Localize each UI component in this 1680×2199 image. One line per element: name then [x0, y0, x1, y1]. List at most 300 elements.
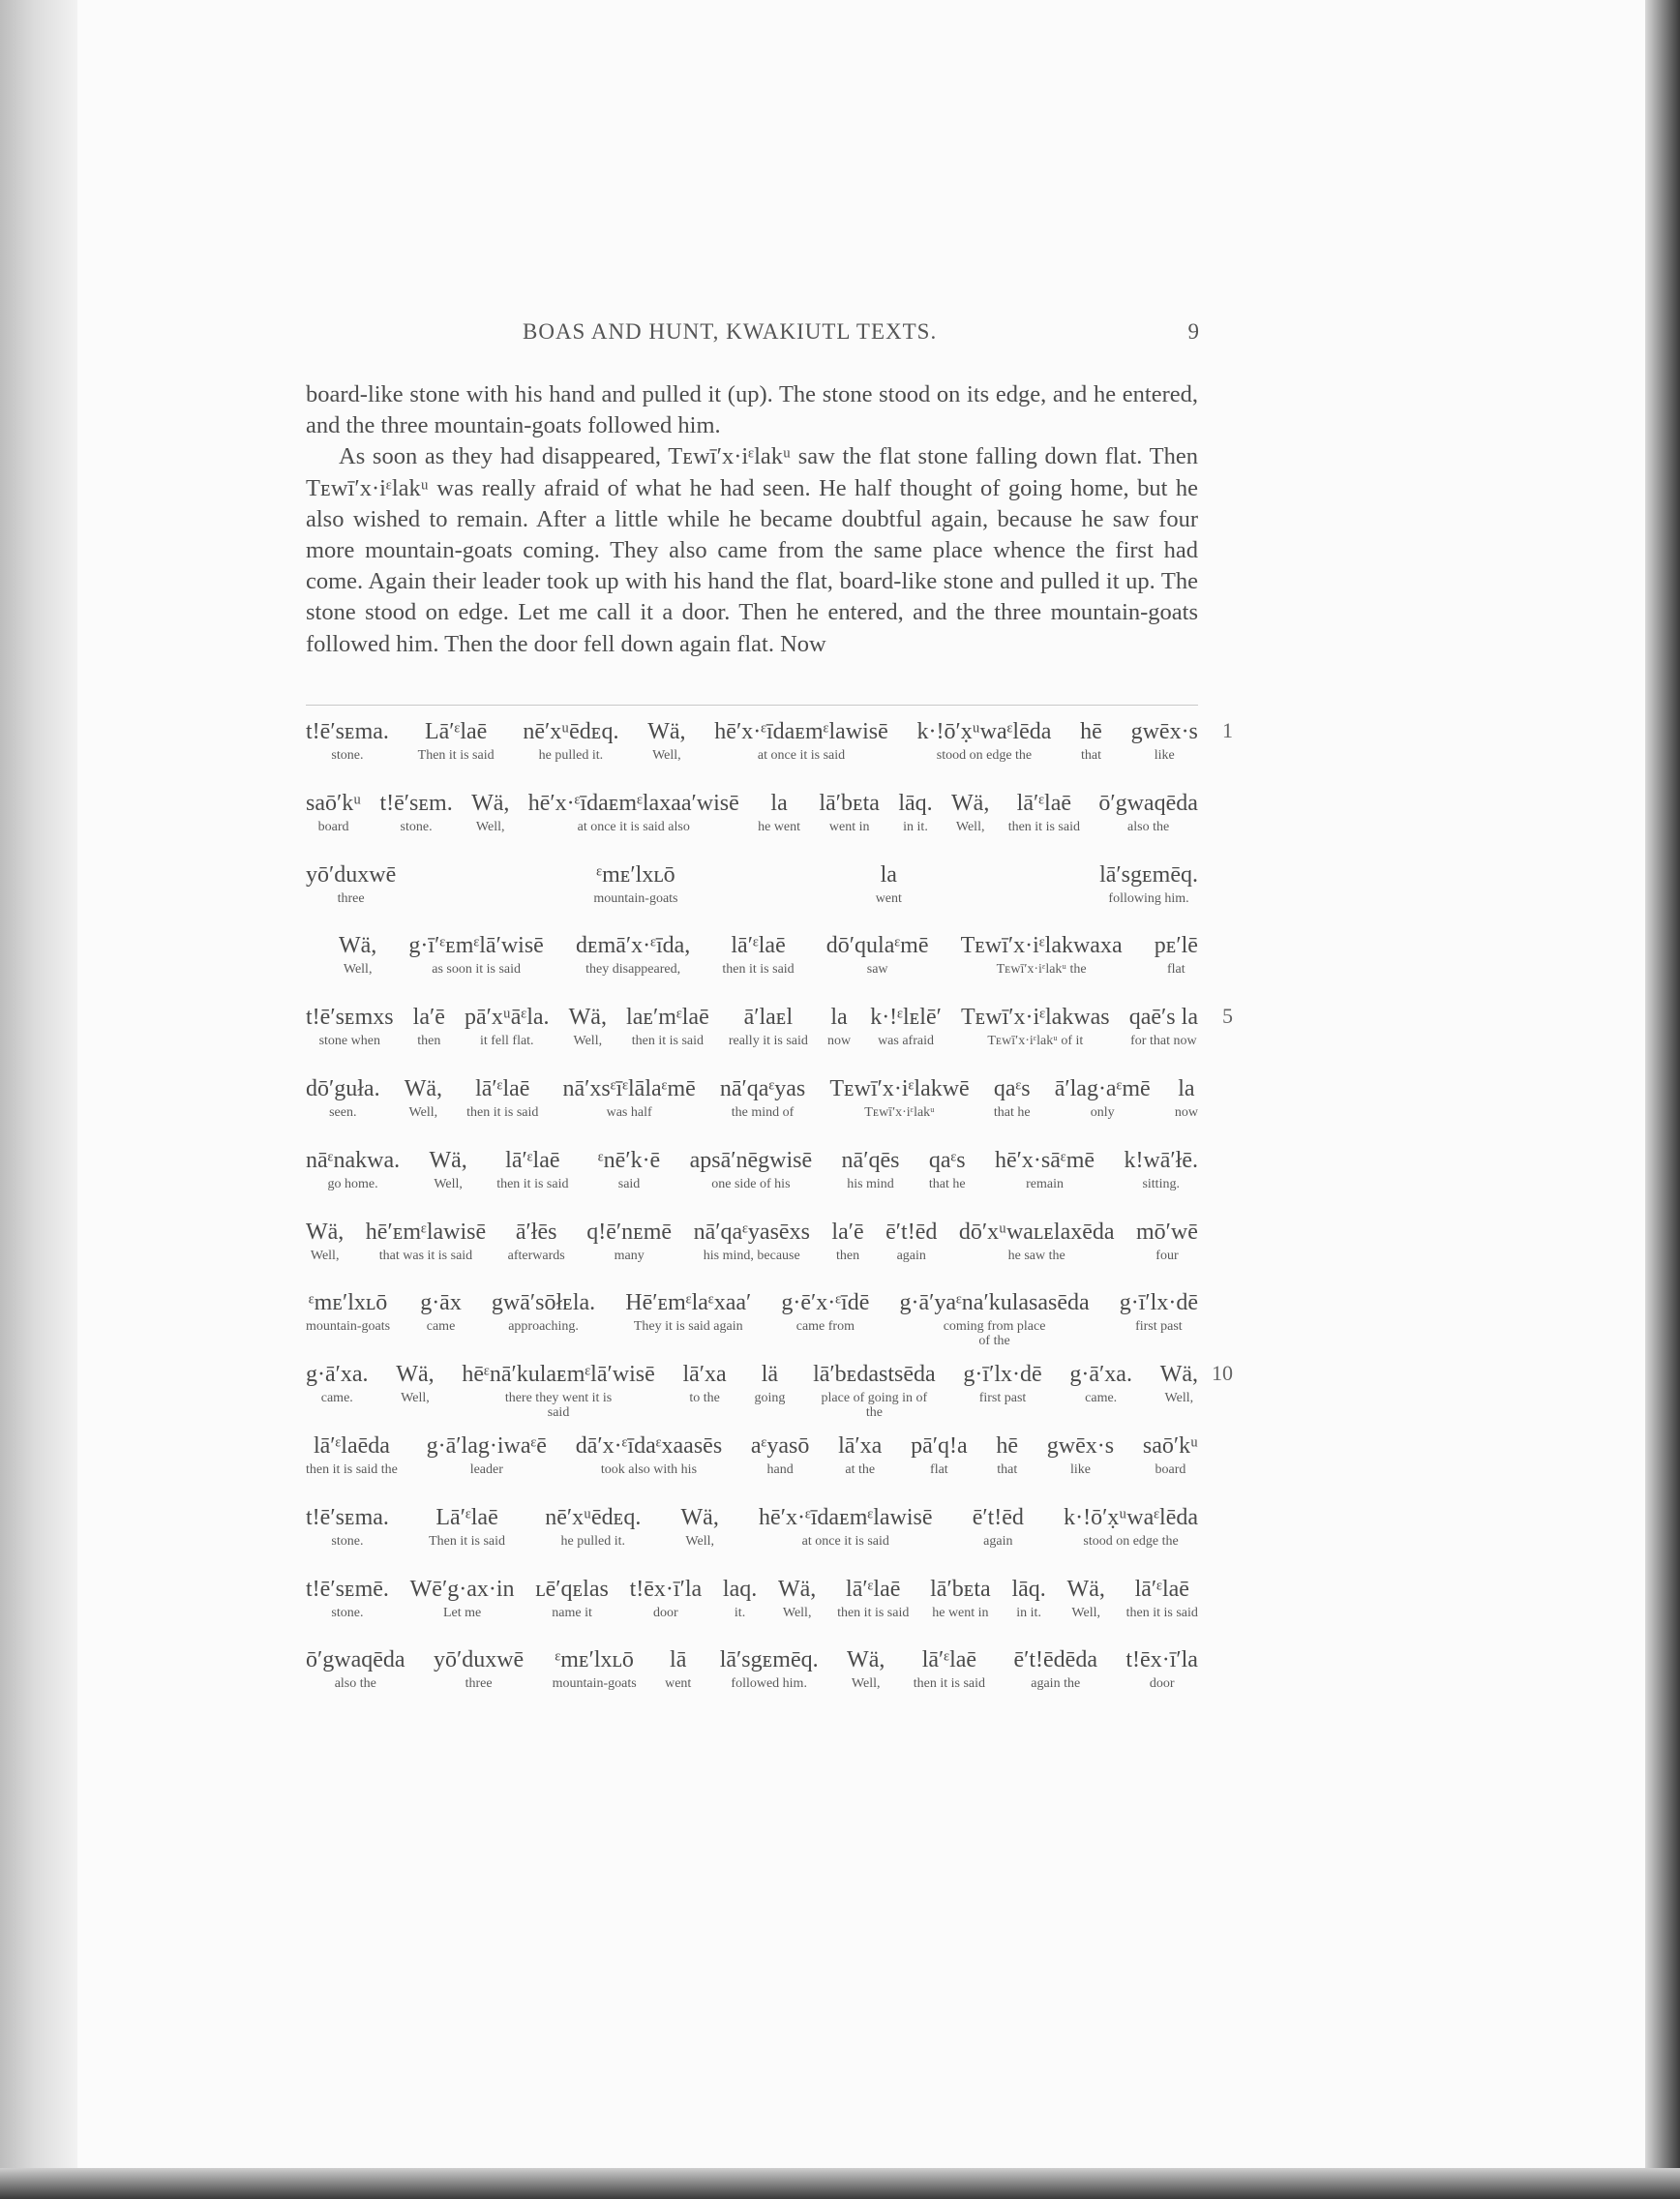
english-gloss: mountain-goats — [593, 890, 678, 906]
word-group — [714, 718, 887, 763]
english-gloss: many — [614, 1248, 645, 1263]
kwakiutl-word: yō′duxwē — [306, 861, 397, 888]
english-gloss: it fell flat. — [479, 1034, 534, 1049]
kwakiutl-word: qaᵋs — [928, 1147, 966, 1173]
word-group — [306, 1432, 398, 1477]
kwakiutl-word: lā′ᵋlaē — [1016, 790, 1071, 816]
word-group — [751, 1432, 809, 1477]
kwakiutl-word: k·!ᵋlᴇlē′ — [870, 1005, 942, 1031]
kwakiutl-word: g·ā′yaᵋna′kulasasēda — [899, 1290, 1090, 1316]
kwakiutl-word: t!ē′sᴇm. — [379, 790, 453, 816]
word-group — [973, 1504, 1024, 1549]
interlinear-line — [306, 1576, 1198, 1647]
english-gloss: first past — [1135, 1319, 1183, 1335]
english-gloss: came. — [320, 1391, 353, 1406]
kwakiutl-word: lä — [761, 1362, 779, 1388]
kwakiutl-word: lā — [670, 1647, 687, 1673]
kwakiutl-word: nē′xᵘēdᴇq. — [523, 719, 619, 744]
english-gloss: going — [754, 1391, 786, 1406]
word-group — [1067, 1576, 1105, 1620]
english-gloss: took also with his — [600, 1461, 698, 1477]
english-gloss: now — [1174, 1104, 1198, 1120]
kwakiutl-word: Wä, — [951, 790, 990, 816]
word-group — [418, 718, 495, 763]
word-group — [826, 932, 929, 977]
english-gloss: then it is said — [631, 1034, 705, 1049]
page-bottom-edge — [0, 2168, 1680, 2199]
english-gloss: stone. — [331, 1605, 364, 1620]
english-gloss: Well, — [1164, 1391, 1194, 1406]
word-group — [1120, 1289, 1198, 1334]
kwakiutl-word: ē′t!ēd — [972, 1504, 1024, 1530]
word-group — [1047, 1432, 1114, 1477]
word-group — [462, 1361, 654, 1420]
word-group — [1124, 1147, 1198, 1191]
english-gloss: stone when — [318, 1034, 380, 1049]
word-group — [870, 1004, 942, 1048]
word-group — [682, 1361, 726, 1405]
kwakiutl-word: t!ē′sᴇmē. — [306, 1576, 389, 1602]
kwakiutl-word: k·!ō′x̣ᵘwaᵋlēda — [916, 719, 1052, 744]
english-gloss: came — [426, 1319, 456, 1335]
english-gloss: at once it is said — [801, 1533, 889, 1549]
kwakiutl-word: k·!ō′x̣ᵘwaᵋlēda — [1064, 1504, 1198, 1530]
english-gloss: only — [1090, 1104, 1115, 1120]
word-group — [306, 1147, 400, 1191]
kwakiutl-word: t!ē′sᴇma. — [306, 1504, 389, 1530]
kwakiutl-word: g·ī′lx·dē — [1119, 1290, 1198, 1316]
word-group — [951, 790, 989, 834]
word-group — [778, 1576, 816, 1620]
english-gloss: came. — [1085, 1391, 1118, 1406]
english-gloss: board — [317, 819, 349, 834]
interlinear-line — [306, 1504, 1198, 1576]
english-gloss: was half — [606, 1104, 652, 1120]
english-gloss: board — [1155, 1461, 1186, 1477]
english-gloss: Let me — [442, 1605, 482, 1620]
word-group — [427, 1432, 547, 1477]
english-gloss: to the — [689, 1391, 720, 1406]
word-group — [429, 1147, 466, 1191]
english-gloss: followed him. — [731, 1676, 807, 1692]
kwakiutl-word: Wä, — [568, 1005, 607, 1031]
word-group — [1125, 1646, 1198, 1691]
word-group — [963, 1361, 1041, 1405]
english-gloss: Tᴇwī′x·iᵋlakᵘ of it — [987, 1034, 1084, 1049]
kwakiutl-word: saō′kᵘ — [1142, 1432, 1198, 1459]
english-gloss: at once it is said — [757, 748, 846, 763]
word-group — [1175, 1075, 1198, 1120]
english-gloss: three — [337, 890, 365, 906]
kwakiutl-word: hē — [1080, 719, 1102, 744]
line-number: 5 — [1222, 1004, 1233, 1029]
english-gloss: then it is said — [722, 962, 795, 978]
kwakiutl-word: qaē′s la — [1128, 1005, 1198, 1031]
kwakiutl-word: lā′bᴇta — [930, 1576, 991, 1602]
word-group — [576, 932, 690, 977]
word-group — [899, 1289, 1089, 1348]
english-gloss: coming from place of the — [943, 1319, 1046, 1349]
english-gloss: at the — [845, 1461, 876, 1477]
kwakiutl-word: lāq. — [1011, 1576, 1046, 1602]
kwakiutl-word: k!wā′łē. — [1124, 1147, 1198, 1173]
kwakiutl-word: g·ā′xa. — [1069, 1362, 1132, 1388]
english-gloss: then it is said — [913, 1676, 986, 1692]
word-group — [569, 1004, 607, 1048]
word-group — [626, 1004, 709, 1048]
kwakiutl-word: g·ā′lag·iwaᵋē — [426, 1432, 547, 1459]
english-gloss: again — [983, 1533, 1013, 1549]
kwakiutl-word: hēᵋnā′kulaᴇmᵋlā′wisē — [462, 1362, 655, 1388]
kwakiutl-word: nā′qēs — [841, 1147, 900, 1173]
english-gloss: door — [1149, 1676, 1175, 1692]
kwakiutl-word: ᵋmᴇ′lxʟō — [555, 1647, 634, 1673]
word-group — [593, 861, 677, 906]
kwakiutl-word: la′ē — [831, 1219, 864, 1245]
interlinear-line — [306, 1075, 1198, 1147]
interlinear-line — [306, 1147, 1198, 1219]
word-group — [553, 1646, 637, 1691]
kwakiutl-word: g·ē′x·ᵋīdē — [781, 1290, 870, 1316]
kwakiutl-word: gwēx·s — [1130, 719, 1198, 744]
word-group — [720, 1646, 819, 1691]
english-gloss: afterwards — [507, 1248, 565, 1263]
kwakiutl-word: apsā′nēgwisē — [689, 1147, 813, 1173]
english-gloss: there they went it is said — [504, 1391, 613, 1421]
word-group — [959, 1219, 1115, 1263]
english-gloss: now — [826, 1034, 852, 1049]
word-group — [758, 790, 800, 834]
kwakiutl-word: ā′laᴇl — [743, 1005, 794, 1031]
english-gloss: Tᴇwī′x·iᵋlakᵘ — [864, 1104, 935, 1120]
word-group — [876, 861, 902, 906]
word-group — [339, 932, 376, 977]
word-group — [434, 1646, 524, 1691]
english-gloss: Well, — [408, 1104, 438, 1120]
word-group — [366, 1219, 486, 1263]
kwakiutl-word: t!ē′sᴇmxs — [306, 1005, 394, 1031]
interlinear-line — [306, 1646, 1198, 1718]
line-number: 10 — [1212, 1361, 1233, 1386]
kwakiutl-word: la′ē — [412, 1005, 445, 1031]
kwakiutl-word: yō′duxwē — [433, 1647, 525, 1673]
kwakiutl-word: Tᴇwī′x·iᵋlakwas — [960, 1005, 1110, 1031]
kwakiutl-word: gwēx·s — [1046, 1432, 1115, 1459]
english-gloss: Well, — [343, 962, 373, 978]
kwakiutl-word: Wä, — [680, 1504, 719, 1530]
word-group — [723, 1576, 757, 1620]
running-head-title: BOAS AND HUNT, KWAKIUTL TEXTS. — [523, 319, 938, 344]
english-gloss: three — [465, 1676, 493, 1692]
word-group — [306, 1004, 394, 1048]
word-group — [1099, 861, 1198, 906]
interlinear-line — [306, 861, 1198, 933]
kwakiutl-word: dō′qulaᵋmē — [825, 933, 929, 959]
word-group — [306, 1646, 405, 1691]
english-gloss: stone. — [331, 748, 364, 763]
word-group — [306, 861, 396, 906]
english-gloss: that — [1080, 748, 1101, 763]
english-gloss: place of going in of the — [821, 1391, 928, 1421]
word-group — [535, 1576, 609, 1620]
word-group — [306, 1289, 390, 1334]
word-group — [995, 1147, 1095, 1191]
book-spine-shadow — [0, 0, 77, 2168]
english-gloss: he pulled it. — [538, 748, 604, 763]
english-gloss: Well, — [475, 819, 505, 834]
kwakiutl-word: lā′bᴇdastsēda — [813, 1362, 936, 1388]
english-gloss: stood on edge the — [936, 748, 1033, 763]
kwakiutl-word: gwā′sōłᴇla. — [491, 1290, 596, 1316]
word-group — [586, 1219, 672, 1263]
kwakiutl-word: nā′qaᵋyasēxs — [693, 1219, 810, 1245]
kwakiutl-word: laq. — [722, 1576, 758, 1602]
english-gloss: in it. — [903, 819, 928, 834]
word-group — [1055, 1075, 1151, 1120]
word-group — [1064, 1504, 1198, 1549]
word-group — [831, 1219, 863, 1263]
kwakiutl-word: g·ī′lx·dē — [963, 1362, 1042, 1388]
english-gloss: name it — [552, 1605, 592, 1620]
kwakiutl-word: saō′kᵘ — [306, 790, 362, 816]
word-group — [523, 718, 618, 763]
word-group — [961, 1004, 1110, 1048]
interlinear-line — [306, 1219, 1198, 1290]
kwakiutl-word: Tᴇwī′x·iᵋlakwē — [829, 1075, 970, 1101]
word-group — [405, 1075, 442, 1120]
word-group — [1008, 790, 1080, 834]
word-group — [754, 1361, 785, 1405]
kwakiutl-word: Wä, — [404, 1075, 442, 1101]
kwakiutl-word: la — [770, 790, 788, 816]
english-gloss: hand — [766, 1461, 794, 1477]
word-group — [847, 1646, 885, 1691]
kwakiutl-word: pᴇ′lē — [1154, 933, 1198, 959]
kwakiutl-word: pā′xᵘāᵋla. — [465, 1005, 550, 1031]
word-group — [413, 1004, 445, 1048]
english-gloss: Well, — [434, 1176, 463, 1191]
kwakiutl-word: la — [1178, 1075, 1195, 1101]
english-gloss: said — [617, 1176, 641, 1191]
kwakiutl-word: lā′sgᴇmēq. — [719, 1647, 819, 1673]
english-gloss: Well, — [401, 1391, 430, 1406]
english-gloss: then it is said — [1125, 1605, 1198, 1620]
kwakiutl-word: hē′x·ᵋīdaᴇmᵋlawisē — [759, 1504, 933, 1530]
kwakiutl-word: Wä, — [396, 1362, 435, 1388]
kwakiutl-word: nā′xsᵋīᵋlālaᵋmē — [562, 1075, 696, 1101]
word-group — [306, 1504, 389, 1549]
kwakiutl-word: Wä, — [647, 719, 686, 744]
word-group — [429, 1504, 505, 1549]
english-gloss: Well, — [685, 1533, 714, 1549]
kwakiutl-word: ō′gwaqēda — [1098, 790, 1198, 816]
english-gloss: that was it is said — [378, 1248, 473, 1263]
english-gloss: mountain-goats — [552, 1676, 637, 1692]
word-group — [681, 1504, 719, 1549]
word-group — [1160, 1361, 1198, 1405]
kwakiutl-word: ā′lag·aᵋmē — [1054, 1075, 1151, 1101]
english-gloss: then it is said — [1007, 819, 1080, 834]
english-gloss: Well, — [1071, 1605, 1100, 1620]
word-group — [813, 1361, 936, 1420]
kwakiutl-word: ō′gwaqēda — [306, 1647, 405, 1673]
word-group — [694, 1219, 810, 1263]
kwakiutl-word: hē′x·ᵋīdaᴇmᵋlawisē — [714, 719, 888, 744]
kwakiutl-word: Wä, — [306, 1219, 345, 1245]
kwakiutl-word: la — [830, 1005, 848, 1031]
english-gloss: it. — [734, 1605, 746, 1620]
kwakiutl-word: mō′wē — [1136, 1219, 1198, 1245]
translation-paragraph: As soon as they had disappeared, Tᴇwī′x·iᵋlakᵘ saw the flat stone falling down flat. Then Tᴇwī′x·iᵋlakᵘ was really afraid of what he had seen. He half thought of going home, but he also wished to remain. After a little while he became doubtful again, because he saw four more mountain-goats coming. They also came from the same place whence the first had come. Again their leader took up with his hand the flat, board-like stone and pulled it up. The stone stood on edge. Let me call it a door. Then he entered, and the three mountain-goats followed him. Then the door fell down again flat. Now — [306, 443, 1198, 657]
word-group — [1136, 1219, 1198, 1263]
word-group — [471, 790, 509, 834]
english-gloss: Then it is said — [429, 1533, 506, 1549]
english-gloss: as soon it is said — [432, 962, 522, 978]
english-gloss: again the — [1031, 1676, 1081, 1692]
kwakiutl-word: lā′ᵋlaē — [505, 1147, 560, 1173]
english-gloss: his mind, because — [703, 1248, 800, 1263]
english-gloss: Well, — [955, 819, 985, 834]
english-gloss: that he — [928, 1176, 966, 1191]
english-gloss: then — [835, 1248, 860, 1263]
kwakiutl-word: ā′łēs — [515, 1219, 557, 1245]
word-group — [996, 1432, 1018, 1477]
interlinear-line — [306, 790, 1198, 861]
english-gloss: Well, — [782, 1605, 812, 1620]
kwakiutl-word: qaᵋs — [993, 1075, 1031, 1101]
english-gloss: went in — [828, 819, 870, 834]
word-group — [665, 1646, 691, 1691]
english-gloss: then it is said — [496, 1176, 569, 1191]
word-group — [630, 1576, 703, 1620]
word-group — [647, 718, 685, 763]
word-group — [994, 1075, 1031, 1120]
kwakiutl-word: Wä, — [1159, 1362, 1198, 1388]
interlinear-text — [306, 718, 1233, 1718]
running-head — [523, 319, 1200, 345]
english-translation — [306, 379, 1198, 660]
word-group — [898, 790, 932, 834]
kwakiutl-word: Wä, — [471, 790, 510, 816]
english-gloss: approaching. — [508, 1319, 579, 1335]
word-group — [1098, 790, 1198, 834]
word-group — [961, 932, 1123, 977]
kwakiutl-word: lā′ᵋlaē — [475, 1075, 530, 1101]
kwakiutl-word: ē′t!ēd — [885, 1219, 938, 1245]
english-gloss: he saw the — [1007, 1248, 1065, 1263]
word-group — [917, 718, 1052, 763]
kwakiutl-word: hē′x·ᵋīdaᴇmᵋlaxaa′wisē — [527, 790, 739, 816]
word-group — [306, 1576, 389, 1620]
word-group — [408, 932, 543, 977]
kwakiutl-word: t!ē′sᴇma. — [306, 719, 389, 744]
english-gloss: he went — [758, 819, 801, 834]
kwakiutl-word: dᴇmā′x·ᵋīda, — [575, 933, 691, 959]
translation-paragraph: board-like stone with his hand and pulled it (up). The stone stood on its edge, and he entered, and the three mountain-goats followed him. — [306, 381, 1198, 439]
kwakiutl-word: ʟē′qᴇlas — [535, 1576, 609, 1602]
kwakiutl-word: hē — [996, 1432, 1019, 1459]
word-group — [1126, 1576, 1198, 1620]
kwakiutl-word: g·ā′xa. — [306, 1362, 369, 1388]
english-gloss: then — [417, 1034, 441, 1049]
english-gloss: Well, — [851, 1676, 881, 1692]
english-gloss: like — [1154, 748, 1175, 763]
english-gloss: then it is said the — [306, 1461, 398, 1477]
word-group — [508, 1219, 565, 1263]
kwakiutl-word: dō′xᵘwaʟᴇlaxēda — [958, 1219, 1115, 1245]
kwakiutl-word: lā′ᵋlaē — [921, 1647, 977, 1673]
word-group — [929, 1147, 966, 1191]
line-number: 1 — [1222, 718, 1233, 742]
english-gloss: saw — [866, 962, 888, 978]
english-gloss: like — [1069, 1461, 1091, 1477]
english-gloss: four — [1155, 1248, 1179, 1263]
kwakiutl-word: Wä, — [778, 1576, 817, 1602]
english-gloss: then it is said — [466, 1104, 539, 1120]
word-group — [410, 1576, 515, 1620]
word-group — [1011, 1576, 1045, 1620]
english-gloss: for that now — [1130, 1034, 1197, 1049]
interlinear-line — [306, 1432, 1198, 1504]
word-group — [842, 1147, 900, 1191]
kwakiutl-word: Hē′ᴇmᵋlaᵋxaa′ — [625, 1290, 752, 1316]
divider-rule — [306, 705, 1198, 706]
english-gloss: also the — [1127, 819, 1170, 834]
kwakiutl-word: ᵋmᴇ′lxʟō — [596, 861, 675, 888]
word-group — [729, 1004, 808, 1048]
page-number: 9 — [1187, 319, 1200, 344]
english-gloss: again — [896, 1248, 926, 1263]
word-group — [528, 790, 739, 834]
english-gloss: also the — [334, 1676, 376, 1692]
english-gloss: went — [875, 890, 902, 906]
kwakiutl-word: ᵋmᴇ′lxʟō — [308, 1290, 388, 1316]
page-fore-edge — [1645, 0, 1680, 2199]
english-gloss: remain — [1026, 1176, 1064, 1191]
english-gloss: in it. — [1016, 1605, 1041, 1620]
interlinear-line — [306, 1289, 1198, 1361]
kwakiutl-word: hē′x·sāᵋmē — [995, 1147, 1095, 1173]
english-gloss: stone. — [331, 1533, 364, 1549]
word-group — [1131, 718, 1198, 763]
word-group — [420, 1289, 462, 1334]
kwakiutl-word: lā′ᵋlaē — [1134, 1576, 1189, 1602]
kwakiutl-word: g·āx — [420, 1290, 462, 1316]
word-group — [911, 1432, 968, 1477]
kwakiutl-word: lā′ᵋlaēda — [313, 1432, 390, 1459]
kwakiutl-word: hē′ᴇmᵋlawisē — [365, 1219, 487, 1245]
word-group — [396, 1361, 434, 1405]
word-group — [492, 1289, 595, 1334]
kwakiutl-word: Tᴇwī′x·iᵋlakwaxa — [960, 933, 1123, 959]
word-group — [837, 1576, 909, 1620]
english-gloss: he pulled it. — [560, 1533, 626, 1549]
kwakiutl-word: Wä, — [1066, 1576, 1105, 1602]
word-group — [576, 1432, 722, 1477]
kwakiutl-word: Wä, — [429, 1147, 467, 1173]
english-gloss: at once it is said also — [577, 819, 690, 834]
kwakiutl-word: q!ē′nᴇmē — [586, 1219, 673, 1245]
english-gloss: came from — [795, 1319, 855, 1335]
kwakiutl-word: Wä, — [847, 1647, 885, 1673]
word-group — [1013, 1646, 1097, 1691]
english-gloss: following him. — [1108, 890, 1189, 906]
interlinear-line — [306, 718, 1233, 790]
word-group — [1155, 932, 1198, 977]
kwakiutl-word: laᴇ′mᵋlaē — [626, 1005, 709, 1031]
kwakiutl-word: t!ēx·ī′la — [629, 1576, 703, 1602]
word-group — [829, 1075, 969, 1120]
